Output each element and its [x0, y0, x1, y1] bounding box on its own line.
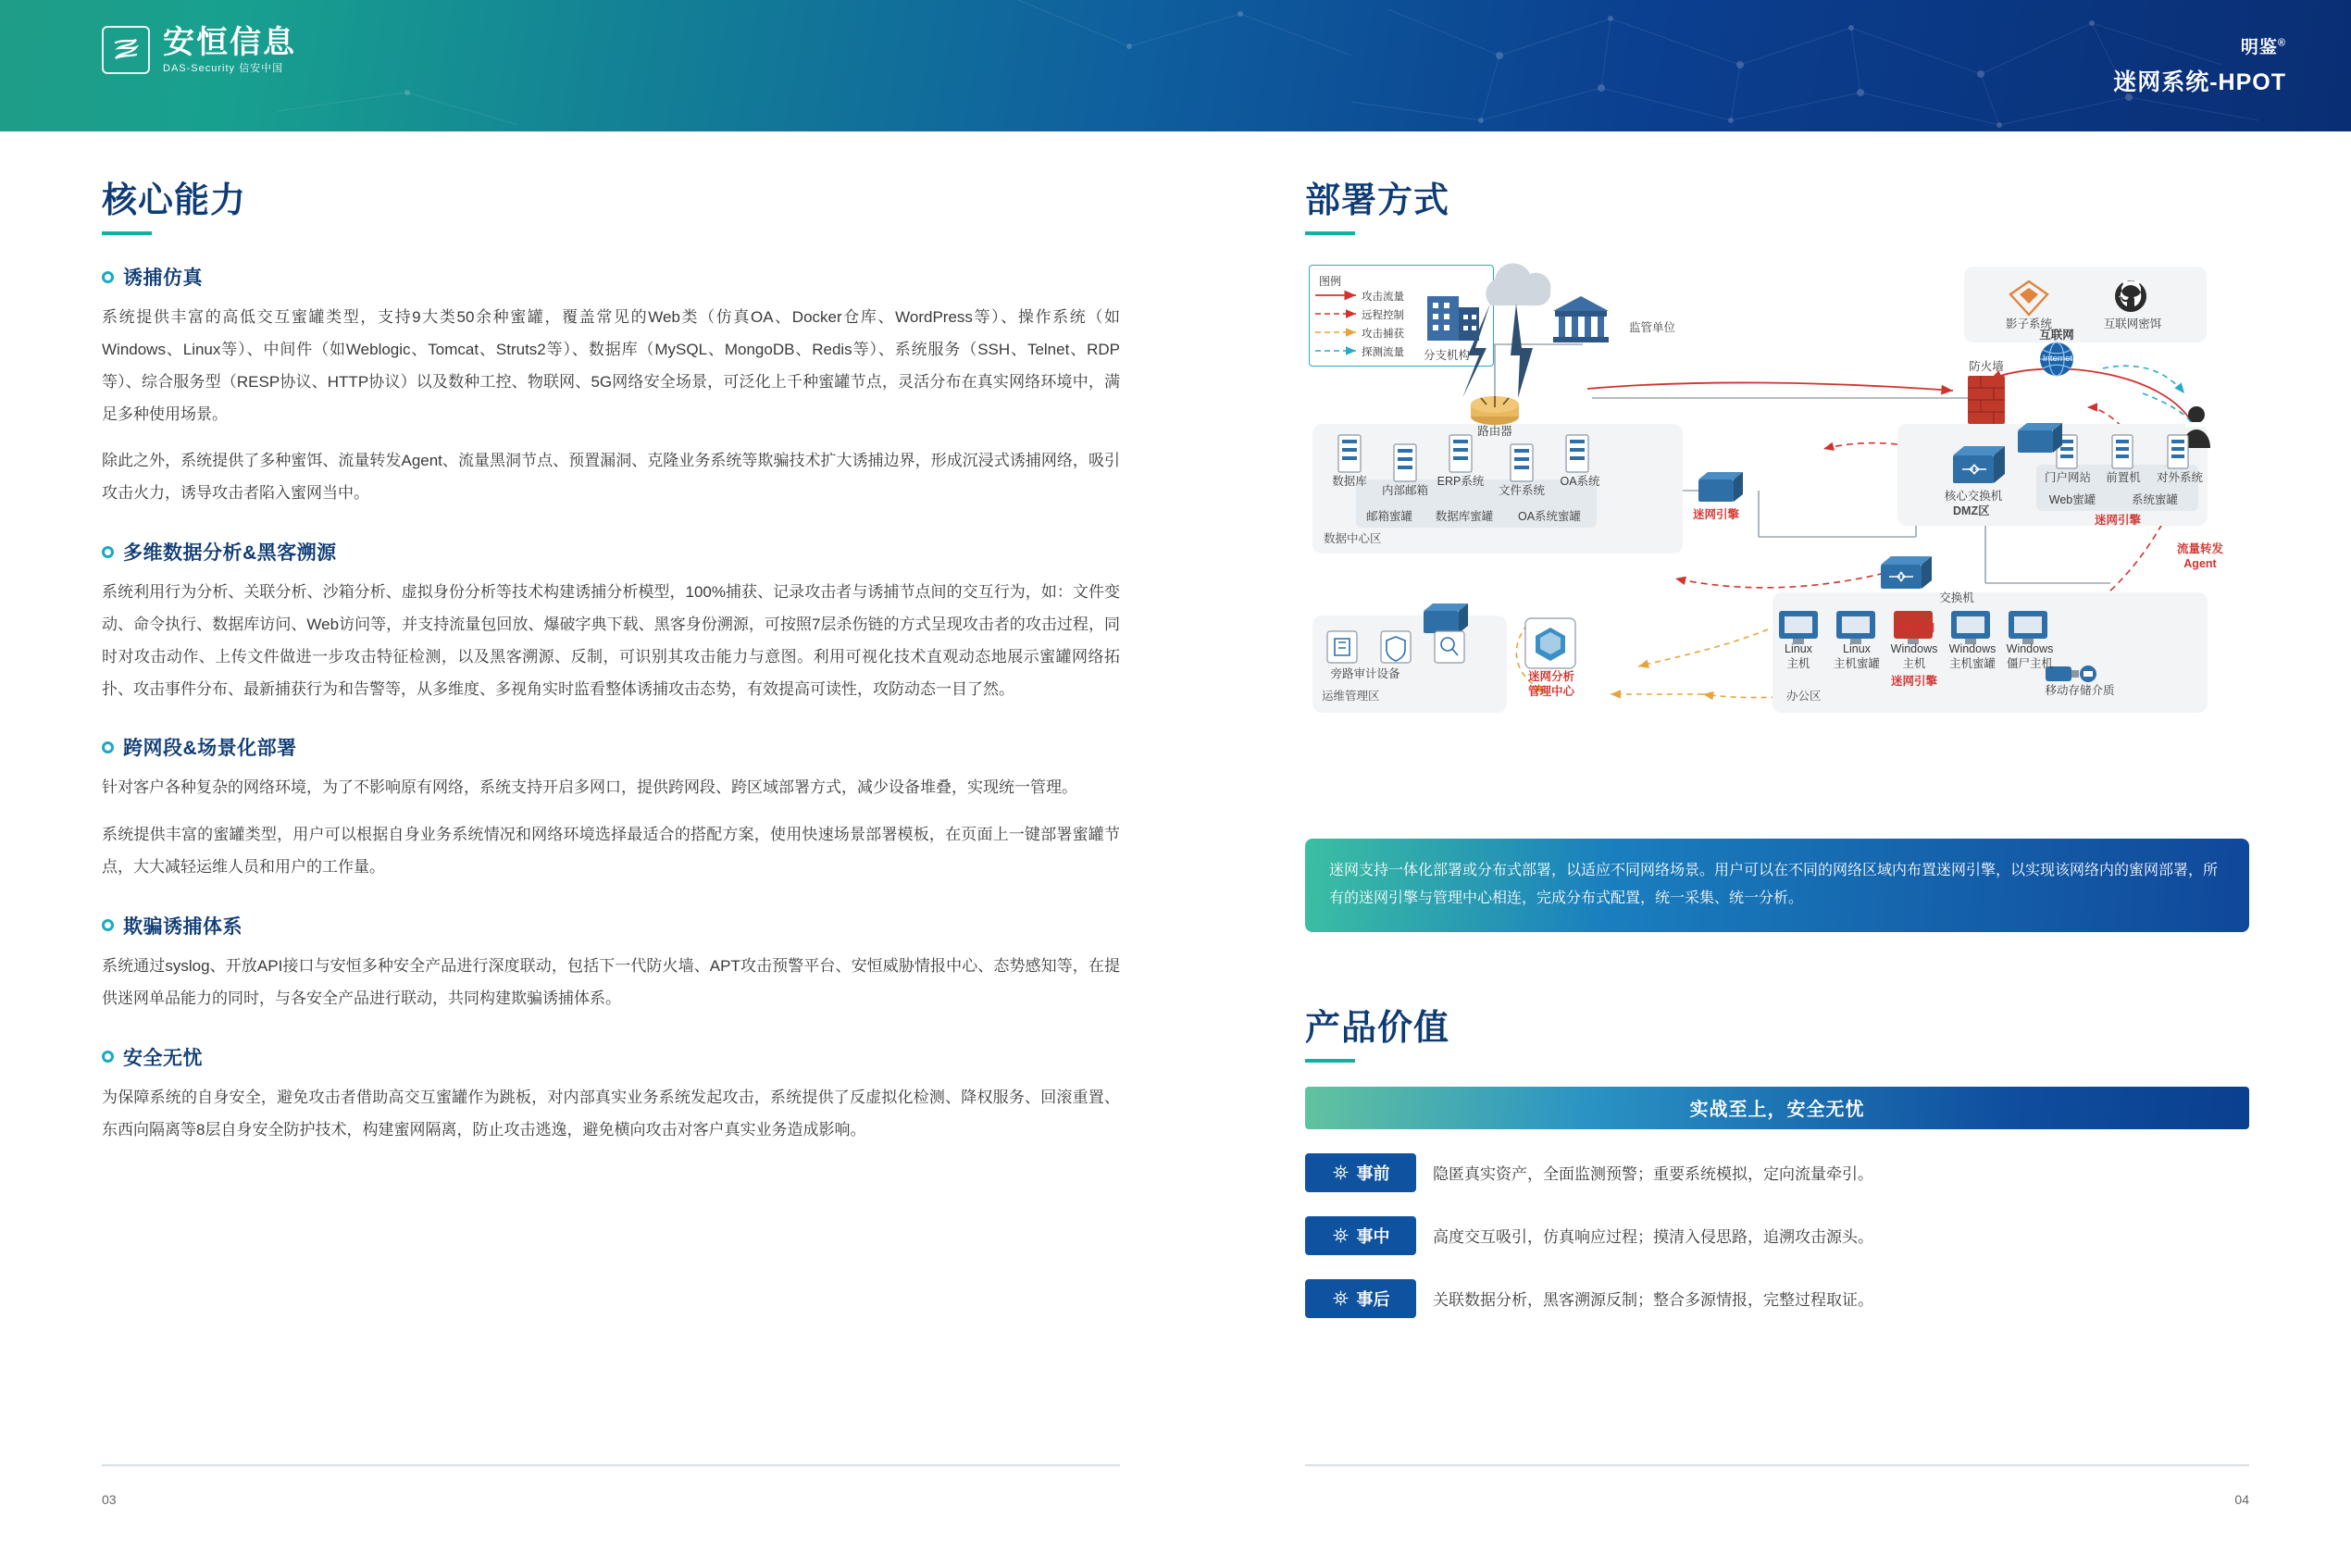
title-underline — [1305, 231, 1355, 235]
logo-name-cn: 安恒信息 — [163, 24, 296, 60]
label-core-switch: 核心交换机 — [1944, 490, 2003, 503]
value-badge-label: 事后 — [1356, 1289, 1390, 1309]
product-brand: 明鉴® — [2240, 37, 2286, 57]
branch-building-icon — [1427, 296, 1479, 341]
label-system-honeypot: 系统蜜罐 — [2131, 493, 2178, 506]
page-title-product-value: 产品价值 — [1305, 1008, 1450, 1048]
gear-icon — [1332, 1226, 1350, 1244]
title-underline — [1305, 1059, 1355, 1063]
zone-label-office: 办公区 — [1786, 690, 1822, 703]
page-number-right: 04 — [2234, 1492, 2249, 1507]
label-windows-zombie: Windows 僵尸主机 — [2006, 642, 2054, 670]
zone-label-data-center: 数据中心区 — [1324, 532, 1382, 545]
value-row-after — [1305, 1279, 2249, 1318]
section-paragraph: 系统提供丰富的高低交互蜜罐类型，支持9大类50余种蜜罐，覆盖常见的Web类（仿真OA、Docker仓库、WordPress等）、操作系统（如Windows、Linux等）、中间件（如Weblogic、Tomcat、Struts2等）、数据库（MySQL、MongoDB、Redis等）、系统服务（SSH、Telnet、RDP等）、综合服务型（RESP协议、HTTP协议）以及数种工控、物联网、5G网络安全场景，可泛化上千种蜜罐节点，灵活分布在真实网络环境中，满足多种使用场景。 — [102, 308, 1120, 423]
cloud-icon — [1486, 263, 1550, 305]
section-heading: 跨网段&场景化部署 — [123, 738, 297, 760]
header-network-pattern — [0, 0, 2351, 131]
label-oa-honeypot: OA系统蜜罐 — [1517, 510, 1582, 523]
label-forward-agent: 流量转发 Agent — [2176, 542, 2223, 570]
value-text: 关联数据分析，黑客溯源反制；整合多源情报，完整过程取证。 — [1433, 1291, 1873, 1310]
label-internet: 互联网 — [2039, 329, 2074, 342]
core-switch-icon — [1953, 446, 2005, 483]
section-heading: 多维数据分析&黑客溯源 — [123, 542, 337, 565]
label-analysis-center: 迷网分析 管理中心 — [1527, 670, 1574, 698]
zone-label-dmz: DMZ区 — [1953, 504, 1990, 517]
label-windows-honeypot: Windows 主机蜜罐 — [1948, 642, 1996, 670]
page-title-deployment: 部署方式 — [1305, 181, 1450, 220]
ops-engine-icon — [1424, 604, 1468, 633]
footer-divider-right — [1305, 1464, 2249, 1466]
logo-icon — [102, 26, 150, 74]
section-security — [102, 1043, 1120, 1147]
bullet-icon — [102, 271, 114, 283]
section-heading: 欺骗诱捕体系 — [123, 915, 243, 938]
zone-label-ops: 运维管理区 — [1322, 690, 1380, 703]
deployment-architecture-diagram — [1305, 259, 2249, 815]
section-paragraph: 针对客户各种复杂的网络环境，为了不影响原有网络，系统支持开启多网口，提供跨网段、跨区域部署方式，减少设备堆叠，实现统一管理。 — [102, 778, 1077, 797]
diagram-device-icons — [1305, 259, 2249, 815]
label-switch: 交换机 — [1939, 591, 1974, 604]
router-icon — [1471, 396, 1519, 425]
dmz-engine-icon — [2018, 423, 2066, 454]
legend-item-attack-capture: 攻击捕获 — [1362, 329, 1404, 340]
brand-logo — [102, 26, 296, 74]
label-web-honeypot: Web蜜罐 — [2048, 493, 2096, 506]
label-linux-host: Linux 主机 — [1785, 642, 1812, 670]
value-banner: 实战至上，安全无忧 — [1305, 1087, 2249, 1129]
label-engine-office: 迷网引擎 — [1890, 675, 1937, 688]
section-paragraph: 系统通过syslog、开放API接口与安恒多种安全产品进行深度联动，包括下一代防火墙、APT攻击预警平台、安恒威胁情报中心、态势感知等，在提供迷网单品能力的同时，与各安全产品进行联动，共同构建欺骗诱捕体系。 — [102, 956, 1120, 1007]
bullet-icon — [102, 919, 114, 931]
analysis-center-icon — [1525, 618, 1575, 668]
label-file-system: 文件系统 — [1498, 484, 1545, 497]
product-name: 迷网系统-HPOT — [2113, 69, 2286, 95]
legend-item-remote-control: 远程控制 — [1362, 310, 1404, 321]
value-text: 高度交互吸引，仿真响应过程；摸清入侵思路，追溯攻击源头。 — [1433, 1228, 1873, 1247]
value-badge-before — [1305, 1153, 1416, 1192]
bullet-icon — [102, 546, 114, 558]
value-badge-during — [1305, 1216, 1416, 1255]
bullet-icon — [102, 741, 114, 753]
value-badge-after — [1305, 1279, 1416, 1318]
datacenter-engine-icon — [1698, 472, 1743, 502]
section-paragraph: 为保障系统的自身安全，避免攻击者借助高交互蜜罐作为跳板，对内部真实业务系统发起攻击，系统提供了反虚拟化检测、降权服务、回滚重置、东西向隔离等8层自身安全防护技术，构建蜜网隔离，防止攻击逃逸，避免横向攻击对客户真实业务造成影响。 — [102, 1088, 1120, 1139]
value-badge-label: 事前 — [1356, 1164, 1390, 1183]
logo-text — [163, 24, 296, 74]
section-deception-system — [102, 912, 1120, 1015]
footer-divider-left — [102, 1464, 1120, 1466]
label-mobile-storage: 移动存储介质 — [2045, 684, 2115, 697]
gear-icon — [1332, 1289, 1350, 1307]
section-heading: 诱捕仿真 — [123, 268, 203, 289]
label-internet-bait: 互联网密饵 — [2103, 317, 2162, 330]
label-router: 路由器 — [1477, 425, 1512, 438]
legend-title: 图例 — [1319, 275, 1342, 288]
label-database: 数据库 — [1332, 475, 1367, 488]
label-traffic-blackhole: 流量黑洞 — [1894, 623, 1934, 634]
label-linux-honeypot: Linux 主机蜜罐 — [1833, 642, 1880, 670]
gear-icon — [1332, 1164, 1350, 1181]
legend-item-attack-traffic: 攻击流量 — [1362, 292, 1404, 303]
deployment-callout: 迷网支持一体化部署或分布式部署，以适应不同网络场景。用户可以在不同的网络区域内布置迷网引擎，以实现该网络内的蜜网部署，所有的迷网引擎与管理中心相连，完成分布式配置，统一采集、统一分析。 — [1305, 839, 2249, 932]
page-header — [0, 0, 2351, 131]
label-audit-device: 旁路审计设备 — [1330, 667, 1400, 680]
registered-mark: ® — [2277, 37, 2286, 49]
label-branch: 分支机构 — [1423, 349, 1470, 362]
legend-item-probe-traffic: 探测流量 — [1362, 347, 1404, 358]
section-youbufangzhen — [102, 263, 1120, 510]
section-paragraph: 除此之外，系统提供了多种蜜饵、流量转发Agent、流量黑洞节点、预置漏洞、克隆业务系统等欺骗技术扩大诱捕边界，形成沉浸式诱捕网络，吸引攻击火力，诱导攻击者陷入蜜网当中。 — [102, 452, 1120, 503]
firewall-icon — [1968, 376, 2005, 424]
value-row-before — [1305, 1153, 2249, 1192]
section-paragraph: 系统提供丰富的蜜罐类型，用户可以根据自身业务系统情况和网络环境选择最适合的搭配方案，使用快速场景部署模板，在页面上一键部署蜜罐节点，大大减轻运维人员和用户的工作量。 — [102, 826, 1120, 877]
section-cross-segment — [102, 733, 1120, 884]
label-windows-host: Windows 主机 — [1890, 642, 1938, 670]
section-paragraph: 系统利用行为分析、关联分析、沙箱分析、虚拟身份分析等技术构建诱捕分析模型，100%捕获、记录攻击者与诱捕节点间的交互行为，如：文件变动、命令执行、数据库访问、Web访问等，并支持流量包回放、爆破字典下载、黑客身份溯源，可按照7层杀伤链的方式呈现攻击者的攻击过程，同时对攻击动作、上传文件做进一步攻击特征检测，以及黑客溯源、反制，可识别其攻击能力与意图。利用可视化技术直观动态地展示蜜罐网络拓扑、攻击事件分布、最新捕获行为和告警等，从多维度、多视角实时监看整体诱捕攻击态势，有效提高可读性，攻防动态一目了然。 — [102, 583, 1120, 698]
label-engine-dmz: 迷网引擎 — [2094, 514, 2141, 527]
label-mail-honeypot: 邮箱蜜罐 — [1365, 510, 1412, 523]
label-oa: OA系统 — [1560, 475, 1600, 488]
label-internal-mail: 内部邮箱 — [1381, 484, 1428, 497]
switch-icon — [1881, 556, 1932, 589]
logo-name-en: DAS-Security 信安中国 — [163, 62, 284, 74]
label-firewall: 防火墙 — [1969, 360, 2004, 373]
label-external-system: 对外系统 — [2156, 471, 2203, 484]
label-internet-badge: Internet — [2042, 354, 2073, 364]
label-shadow-system: 影子系统 — [2005, 317, 2052, 330]
regulator-building-icon — [1553, 296, 1609, 342]
internet-bait-icon — [2115, 280, 2146, 312]
label-regulator: 监管单位 — [1628, 321, 1675, 334]
value-text: 隐匿真实资产，全面监测预警；重要系统模拟，定向流量牵引。 — [1433, 1165, 1873, 1184]
section-heading: 安全无忧 — [123, 1047, 203, 1069]
page-number-left: 03 — [102, 1492, 117, 1507]
bullet-icon — [102, 1051, 114, 1063]
label-db-honeypot: 数据库蜜罐 — [1435, 510, 1494, 523]
title-underline — [102, 231, 152, 235]
right-page-content — [1305, 171, 2249, 1318]
label-engine-datacenter: 迷网引擎 — [1692, 508, 1739, 521]
value-row-during — [1305, 1216, 2249, 1255]
label-erp: ERP系统 — [1437, 475, 1485, 488]
section-data-analysis — [102, 538, 1120, 705]
product-title — [2113, 33, 2286, 97]
left-page-content — [102, 171, 1120, 1161]
shadow-system-icon — [2010, 281, 2047, 315]
value-badge-label: 事中 — [1356, 1226, 1390, 1246]
label-portal: 门户网站 — [2044, 471, 2091, 484]
page-title-core-capability: 核心能力 — [102, 181, 247, 220]
label-front-machine: 前置机 — [2106, 471, 2141, 484]
